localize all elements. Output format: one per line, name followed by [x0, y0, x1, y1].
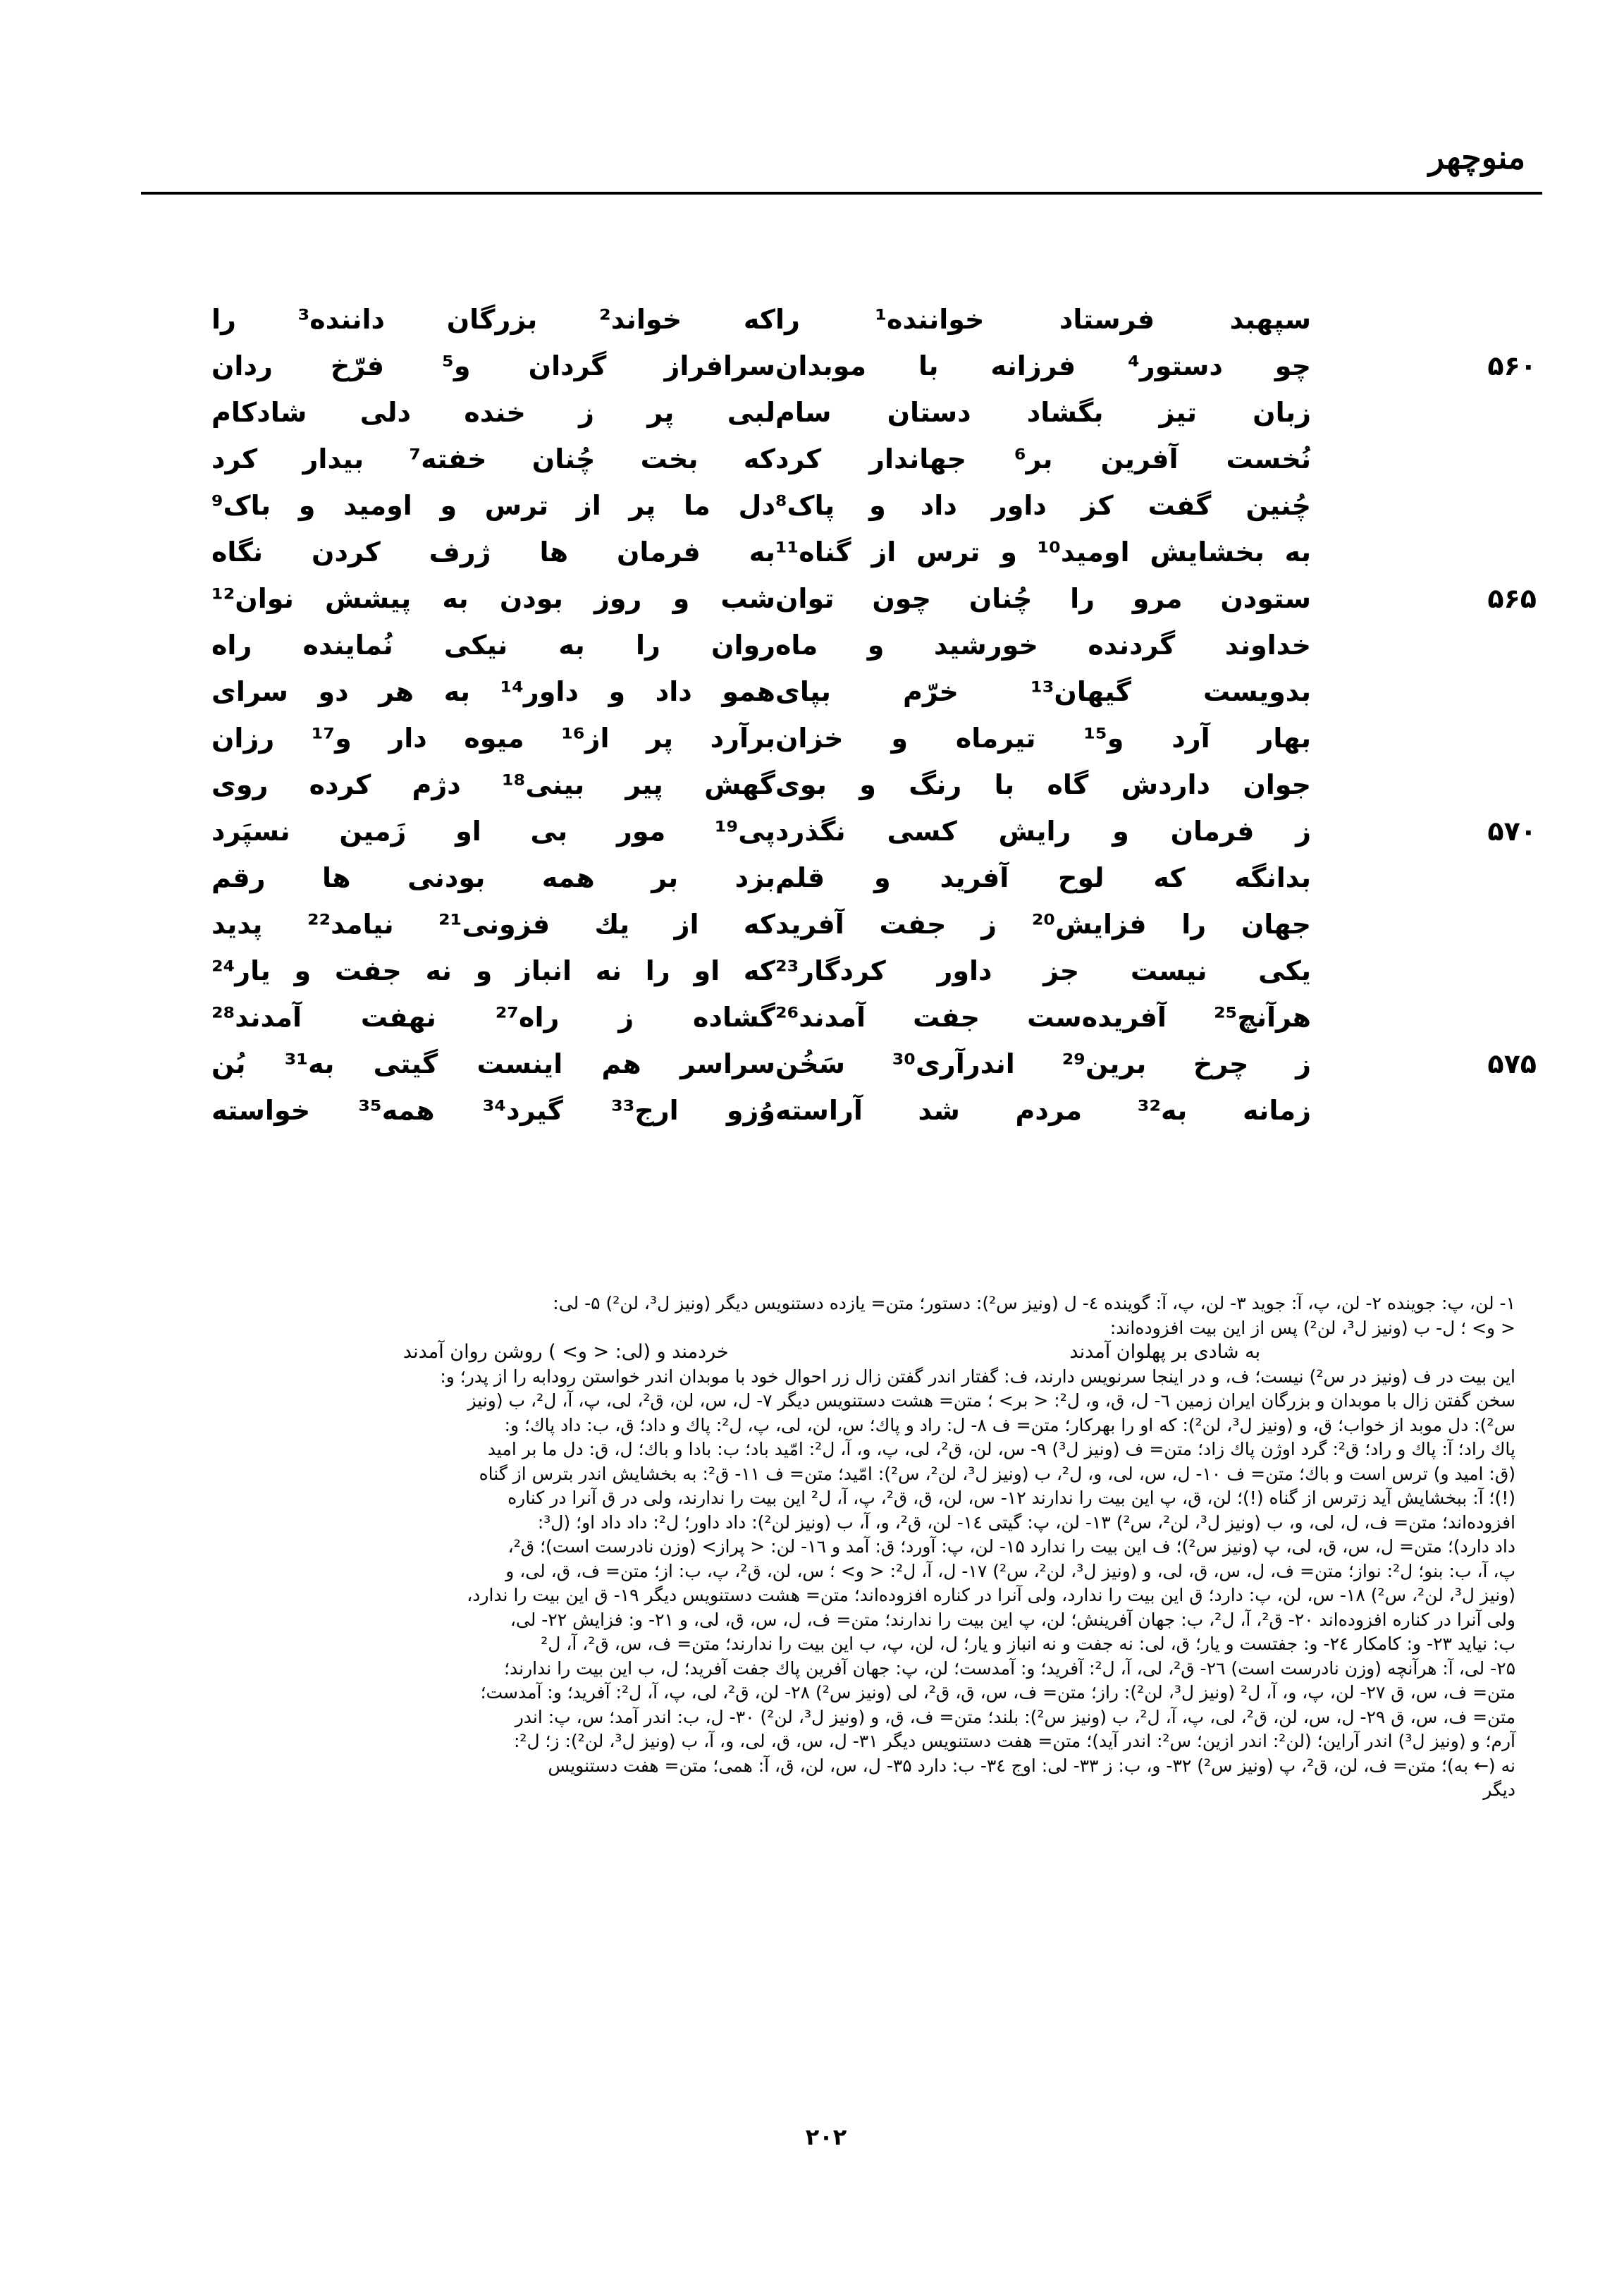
couplet-row — [211, 622, 1452, 668]
footnote-line: داد دارد)؛ متن= ل، س، ق، لی، پ (ونیز س²)؛ ف این بیت را ندارد ۱۵- لن، پ: آورد؛ ق: آمد و ۱٦- لن: < پراز> (وزن نادرست است)؛ ق²، — [508, 1536, 1515, 1557]
footnote-line: (!)؛ آ: ببخشایش آید زترس از گناه (!)؛ لن، ق، پ این بیت را ندارند ۱۲- س، لن، ق، ق²، پ، آ، ل² این بیت را ندارند، ولی در ق آنرا در کناره — [508, 1488, 1515, 1508]
hemistich-first: نُخست آفرین بر⁶ جهاندار کرد — [775, 443, 1311, 474]
hemistich-second: که خواند² بزرگان داننده³ را — [211, 304, 776, 335]
couplet-row — [211, 296, 1452, 343]
hemistich-first: خداوند گردنده خورشید و ماه — [775, 630, 1311, 661]
couplet-row — [211, 668, 1452, 715]
hemistich-second: لبی پر ز خنده دلی شادکام — [211, 397, 775, 428]
footnote-line: متن= ف، س، ق ۲۷- لن، پ، و، آ، ل² (ونیز ل³، لن²): راز؛ متن= ف، س، ق، ق²، لی (ونیز س²) ۲۸- لن، ق²، لی، پ، آ، ل²: آفرید؛ و: آمدست؛ — [480, 1682, 1515, 1703]
footnote-line: افزوده‌اند؛ متن= ف، ل، لی، و، ب (ونیز ل³، لن²، س²) ۱۳- لن، پ: گیتی ١٤- لن، ق²، و، آ، ب (ونیز لن²): داد داور؛ ل²: داد داد او؛ (ل³: — [537, 1512, 1515, 1533]
hemistich-second: سراسر هم اینست گیتی به³¹ بُن — [211, 1048, 775, 1079]
footnote-line: نه (← به)؛ متن= ف، لن، ق²، پ (ونیز س²) ۳۲- و، ب: ز ۳۳- لی: اوج ٣٤- ب: دارد ۳۵- ل، س، لن، ق، آ: همی؛ متن= هفت دستنویس — [548, 1755, 1515, 1776]
footnote-lines-after — [148, 1365, 1515, 1803]
hemistich-second: گهش پیر بینی¹⁸ دژم کرده روی — [211, 769, 775, 800]
footnote-line: (ونیز ل³، لن²، س²) ۱۸- س، لن، پ: دارد؛ ق این بیت را ندارد، ولی آنرا در کناره افزوده‌اند؛ متن= هشت دستنویس دیگر ۱۹- ق این بیت را ندارد، — [467, 1585, 1515, 1605]
footnote-line: ب: نیاید ۲۳- و: کامکار ٢٤- و: جفتست و یار؛ ق، لی: نه جفت و نه انباز و یار؛ ل، لن، پ، ب این بیت را ندارند؛ متن= ف، س، ق²، آ، ل² — [541, 1634, 1515, 1654]
couplet-row — [211, 1087, 1452, 1134]
hemistich-first: بدانگه که لوح آفرید و قلم — [775, 862, 1311, 893]
poem-body — [211, 296, 1537, 1134]
footnote-line: ۲۵- لی، آ: هرآنچه (وزن نادرست است) ۲٦- ق²، لی، آ، ل²: آفرید؛ و: آمدست؛ لن، پ: جهان آفرین پاك جفت آفرید؛ ل، ب این بیت را ندارند؛ — [504, 1657, 1515, 1679]
hemistich-first: چو دستور⁴ فرزانه با موبدان — [775, 350, 1311, 381]
couplet-row — [211, 715, 1452, 761]
couplet-row — [211, 343, 1537, 389]
hemistich-second: همو داد و داور¹⁴ به هر دو سرای — [211, 676, 775, 707]
hemistich-second: به فرمان ها ژرف کردن نگاه — [211, 537, 775, 568]
hemistich-first: بهار آرد و¹⁵ تیرماه و خزان — [775, 723, 1311, 754]
hemistich-first: جوان داردش گاه با رنگ و بوی — [775, 769, 1311, 800]
footnote-inserted-verse — [148, 1340, 1515, 1365]
couplet-row — [211, 389, 1452, 436]
verse-number: ۵۷۰ — [1487, 816, 1537, 847]
hemistich-second: سرافراز گردان و⁵ فرّخ ردان — [211, 350, 775, 381]
footnote-line: این بیت در ف (ونیز در س²) نیست؛ ف، و در اینجا سرنویس دارند، ف: گفتار اندر گفتن زال زر احوال خود با موبدان اندر خواستن رودابه را از پدر؛ و: — [440, 1366, 1515, 1387]
hemistich-second: وُزو ارج³³ گیرد³⁴ همه³⁵ خواسته — [211, 1095, 775, 1126]
header-rule — [141, 192, 1542, 195]
verse-number: ۵۶۵ — [1487, 583, 1537, 614]
hemistich-first: سپهبد فرستاد خواننده¹ را — [775, 304, 1311, 335]
couplet-row — [211, 761, 1452, 808]
footnote-line: آرم؛ و (ونیز ل³) اندر آراین؛ (لن²: اندر ازین؛ س²: اندر آید)؛ متن= هفت دستنویس دیگر ۳۱- ل، س، ق، لی، و، آ، ب (ونیز ل³، لن²): ز؛ ل²: — [513, 1731, 1515, 1751]
inserted-verse-second: خردمند و (لی: < و> ) روشن روان آمدند — [402, 1341, 729, 1363]
hemistich-second: دل ما پر از ترس و اومید و باک⁹ — [211, 490, 775, 521]
hemistich-second: بزد بر همه بودنی ها رقم — [211, 862, 775, 893]
hemistich-first: ز چرخ برین²⁹ اندرآری³⁰ سَخُن — [775, 1048, 1312, 1079]
hemistich-second: که بخت چُنان خفته⁷ بیدار کرد — [211, 443, 775, 474]
couplet-row — [211, 1041, 1537, 1087]
hemistich-second: شب و روز بودن به پیشش نوان¹² — [211, 583, 775, 614]
running-head-title: منوچهر — [1428, 138, 1525, 176]
couplet-row — [211, 482, 1452, 529]
couplet-row — [211, 808, 1537, 854]
footnote-line: سخن گفتن زال با موبدان و بزرگان ایران زمین ٦- ل، ق، و، ل²: < بر> ؛ متن= هشت دستنویس دیگر ۷- ل، س، لن، ق²، لی، پ، آ، ل²، ب (ونیز — [467, 1390, 1515, 1411]
couplet-row — [211, 575, 1537, 622]
hemistich-first: زبان تیز بگشاد دستان سام — [775, 397, 1311, 428]
hemistich-first: ز فرمان و رایش کسی نگذرد — [775, 816, 1311, 847]
hemistich-second: گشاده ز راه²⁷ نهفت آمدند²⁸ — [211, 1002, 775, 1033]
hemistich-first: هرآنچ²⁵ آفریده‌ست جفت آمدند²⁶ — [775, 1002, 1311, 1033]
hemistich-second: روان را به نیکی نُماینده راه — [211, 630, 775, 661]
footnote-line: (ق: امید و) ترس است و باك؛ متن= ف ۱۰- ل، س، لی، و، ل²، ب (ونیز ل³، لن²، س²): امّید؛ متن= ف ۱۱- ق²: به بخشایش اندر بترس از گناه — [479, 1463, 1515, 1484]
footnote-line: پ، آ، ب: بنو؛ ل²: نواز؛ متن= ف، ل، س، ق، لی، و (ونیز ل³، لن²، س²) ۱۷- ل، آ، ل²: < و> ؛ س، لن، ق²، پ، ب: از؛ متن= ف، ق، لی، و — [505, 1560, 1515, 1581]
verse-number: ۵۷۵ — [1487, 1048, 1537, 1079]
footnote-line: س²): دل موبد از خواب؛ ق، و (ونیز ل³، لن²): که او را بهرکار؛ متن= ف ۸- ل: راد و پاك؛ س، لن، لی، پ، ل²: پاك و داد؛ ق، ب: داد پاك؛ و: — [504, 1414, 1515, 1435]
footnote-line: متن= ف، س، ق ۲۹- ل، س، لن، ق²، لی، پ، آ، ل²، ب (ونیز س²): بلند؛ متن= ف، ق، و (ونیز ل³، لن²) ۳۰- ل، ب: اندر آمد؛ س، پ: اندر — [515, 1706, 1515, 1727]
footnote-line: دیگر — [1483, 1779, 1515, 1800]
footnote-line: ۱- لن، پ: جوینده ۲- لن، پ، آ: جوید ۳- لن، پ، آ: گوینده ٤- ل (ونیز س²): دستور؛ متن= یازده دستنویس دیگر (ونیز ل³، لن²) ۵- لی: — [553, 1293, 1515, 1313]
hemistich-first: ستودن مرو را چُنان چون توان — [775, 583, 1311, 614]
footnote-line: ولی آنرا در کناره افزوده‌اند ۲۰- ق²، آ، ل²، ب: جهان آفرینش؛ لن، پ این بیت را ندارند؛ متن= ف، ل، س، ق، لی، و ۲۱- و: فزایش ۲۲- لی، — [510, 1609, 1515, 1630]
couplet-row — [211, 948, 1452, 994]
verse-number: ۵۶۰ — [1487, 350, 1537, 381]
couplet-row — [211, 901, 1452, 948]
couplet-row — [211, 854, 1452, 901]
footnotes — [148, 1292, 1515, 1803]
hemistich-first: بدویست گیهان¹³ خرّم بپای — [775, 676, 1311, 707]
hemistich-first: زمانه به³² مردم شد آراسته — [775, 1095, 1311, 1126]
hemistich-first: یکی نیست جز داور کردگار²³ — [775, 955, 1311, 986]
couplet-row — [211, 529, 1452, 575]
page-number: ۲۰۲ — [805, 2123, 847, 2150]
couplet-row — [211, 994, 1452, 1041]
hemistich-second: برآرد پر از¹⁶ میوه دار و¹⁷ رزان — [211, 723, 775, 754]
footnote-line: پاك راد؛ آ: پاك و راد؛ ق²: گرد اوژن پاك زاد؛ متن= ف (ونیز ل³) ۹- س، لن، ق²، لی، پ، و، آ، ل²: امّید باد؛ ب: بادا و باك؛ ل، ق: دل ما بر امید — [487, 1439, 1515, 1459]
hemistich-first: چُنین گفت کز داور داد و پاک⁸ — [775, 490, 1311, 521]
hemistich-second: که از یك فزونی²¹ نیامد²² پدید — [211, 909, 775, 940]
couplet-row — [211, 436, 1452, 482]
hemistich-second: که او را نه انباز و نه جفت و یار²⁴ — [211, 955, 775, 986]
hemistich-first: جهان را فزایش²⁰ ز جفت آفرید — [775, 909, 1311, 940]
inserted-verse-first: به شادی بر پهلوان آمدند — [1069, 1341, 1261, 1363]
footnote-line: < و> ؛ ل- ب (ونیز ل³، لن²) پس از این بیت افزوده‌اند: — [1109, 1317, 1515, 1338]
hemistich-second: پی¹⁹ مور بی او زَمین نسپَرد — [211, 816, 775, 847]
hemistich-first: به بخشایش اومید¹⁰ و ترس از گناه¹¹ — [775, 537, 1311, 568]
